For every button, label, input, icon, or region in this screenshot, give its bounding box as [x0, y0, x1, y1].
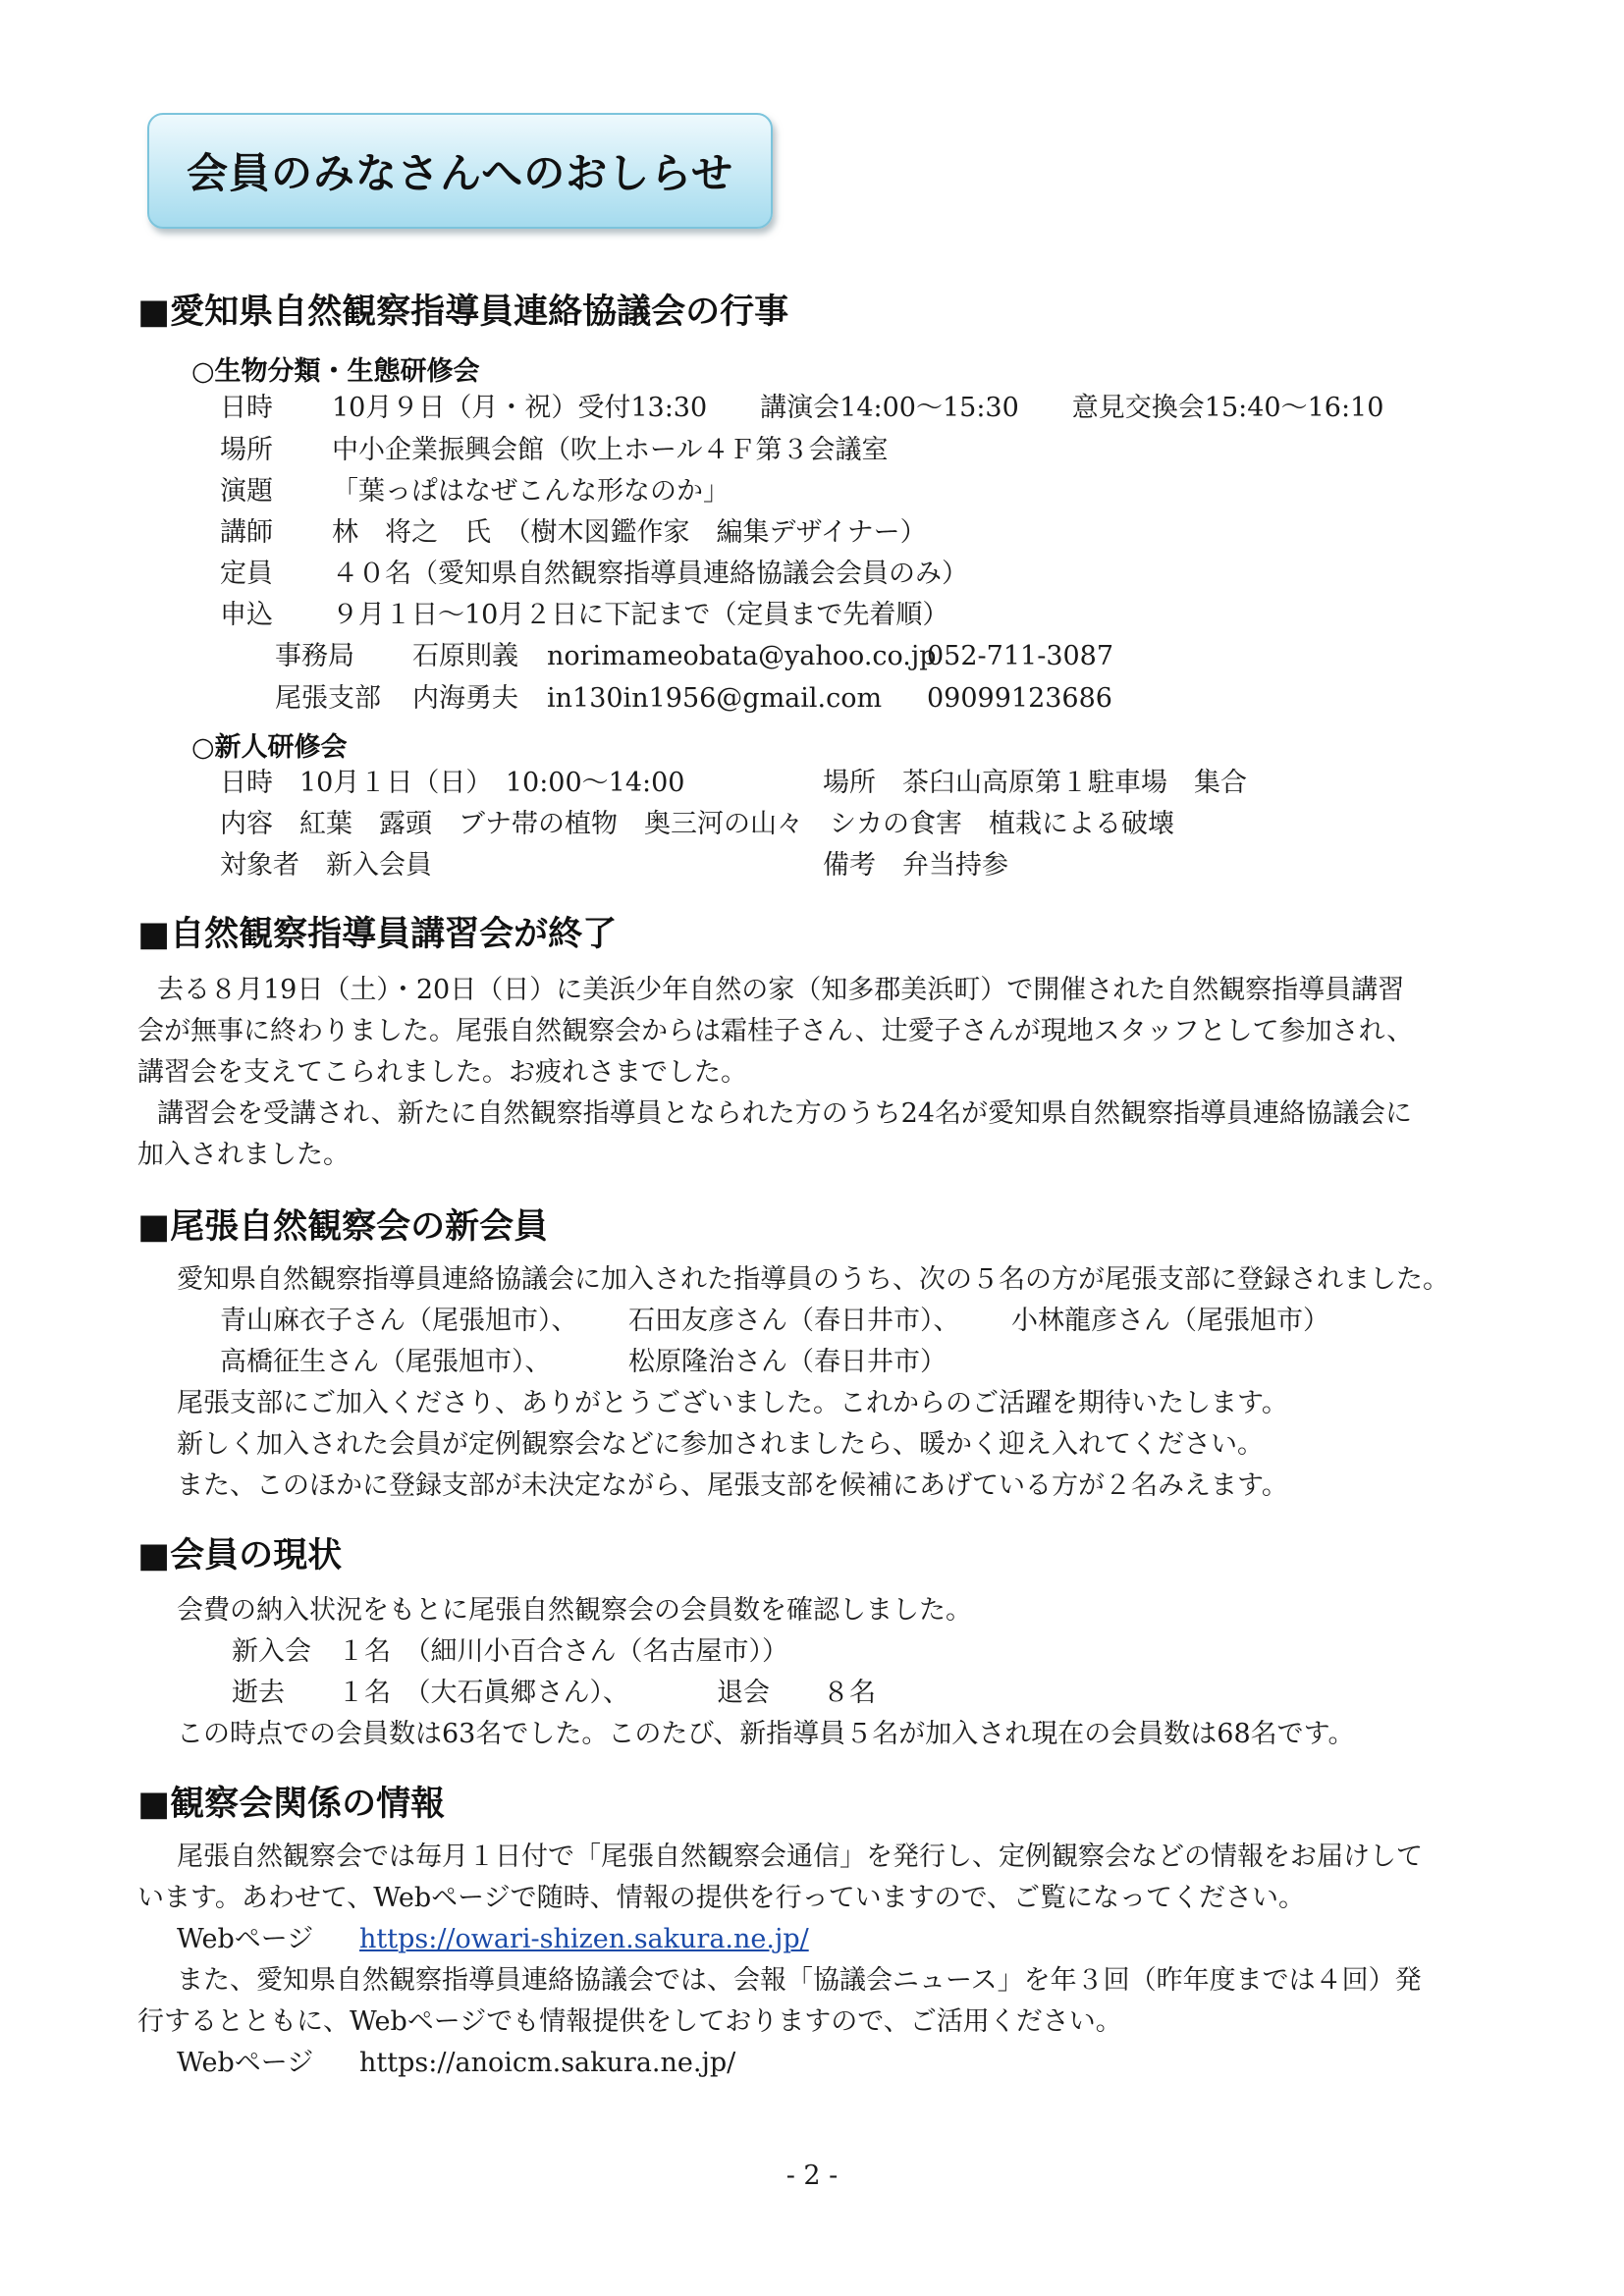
contact-email[interactable]: in130in1956@gmail.com	[547, 683, 883, 714]
seminar2-place: 場所 茶臼山高原第１駐車場 集合	[823, 768, 1247, 798]
owari-website-link[interactable]: https://owari-shizen.sakura.ne.jp/	[359, 1924, 809, 1954]
seminar2-note: 備考 弁当持参	[823, 850, 1008, 881]
paragraph-line: 新しく加入された会員が定例観察会などに参加されましたら、暖かく迎え入れてください。	[177, 1429, 1264, 1460]
new-join-line: 新入会 １名 （細川小百合さん（名古屋市））	[232, 1636, 788, 1667]
paragraph-line: また、愛知県自然観察指導員連絡協議会では、会報「協議会ニュース」を年３回（昨年度までは４回）発	[177, 1965, 1422, 1996]
contact-org: 事務局	[275, 641, 354, 671]
seminar1-capacity-value: ４０名（愛知県自然観察指導員連絡協議会会員のみ）	[332, 559, 968, 589]
contact-name: 石原則義	[412, 641, 518, 671]
paragraph-line: 尾張支部にご加入くださり、ありがとうございました。これからのご活躍を期待いたします。	[177, 1388, 1288, 1418]
contact-email[interactable]: norimameobata@yahoo.co.jp	[547, 641, 937, 671]
member-name: 小林龍彦さん（尾張旭市）	[1011, 1306, 1329, 1336]
notice-banner	[147, 113, 773, 229]
contact-name: 内海勇夫	[412, 683, 518, 714]
member-name: 青山麻衣子さん（尾張旭市）、	[220, 1306, 578, 1336]
paragraph-line: います。あわせて、Webページで随時、情報の提供を行っていますので、ご覧になってください。	[137, 1883, 1306, 1913]
paragraph-line: 去る８月19日（土）・20日（日）に美浜少年自然の家（知多郡美浜町）で開催された自然観察指導員講習	[157, 975, 1405, 1005]
paragraph-line: 愛知県自然観察指導員連絡協議会に加入された指導員のうち、次の５名の方が尾張支部に登録されました。	[177, 1264, 1449, 1295]
seminar1-date-value: 10月９日（月・祝）受付13:30 講演会14:00～15:30 意見交換会15:40～16:10	[332, 393, 1384, 423]
contact-org: 尾張支部	[275, 683, 381, 714]
withdraw-line: 退会 ８名	[717, 1678, 876, 1708]
contact-phone: 09099123686	[927, 683, 1112, 714]
member-count-summary: この時点での会員数は63名でした。このたび、新指導員５名が加入され現在の会員数は68名です。	[177, 1719, 1355, 1749]
contact-phone: 052-711-3087	[927, 641, 1114, 671]
paragraph-line: 尾張自然観察会では毎月１日付で「尾張自然観察会通信」を発行し、定例観察会などの情報をお届けして	[177, 1842, 1423, 1872]
seminar2-date: 日時 10月１日（日） 10:00～14:00	[220, 768, 685, 798]
seminar1-apply-value: ９月１日～10月２日に下記まで（定員まで先着順）	[332, 600, 949, 630]
seminar1-capacity-label: 定員	[220, 559, 273, 589]
seminar1-lecturer-label: 講師	[220, 517, 273, 548]
paragraph-line: また、このほかに登録支部が未決定ながら、尾張支部を候補にあげている方が２名みえます。	[177, 1470, 1288, 1501]
paragraph-line: 講習会を支えてこられました。お疲れさまでした。	[137, 1057, 747, 1088]
seminar1-topic-label: 演題	[220, 476, 273, 507]
seminar1-place-value: 中小企業振興会館（吹上ホール４Ｆ第３会議室	[332, 435, 889, 465]
seminar2-content: 内容 紅葉 露頭 ブナ帯の植物 奥三河の山々 シカの食害 植栽による破壊	[220, 809, 1174, 839]
section-heading-info: ■観察会関係の情報	[137, 1785, 446, 1824]
web-label: Webページ	[177, 2048, 314, 2078]
section-heading-new-members: ■尾張自然観察会の新会員	[137, 1207, 549, 1247]
seminar1-topic-value: 「葉っぱはなぜこんな形なのか」	[332, 476, 730, 507]
paragraph-line: 会費の納入状況をもとに尾張自然観察会の会員数を確認しました。	[177, 1595, 972, 1626]
web-label: Webページ	[177, 1924, 314, 1954]
page-number: - 2 -	[785, 2161, 839, 2191]
section-heading-events: ■愛知県自然観察指導員連絡協議会の行事	[137, 293, 789, 332]
seminar2-title: ○新人研修会	[191, 732, 348, 763]
paragraph-line: 行するとともに、Webページでも情報提供をしておりますので、ご活用ください。	[137, 2006, 1122, 2037]
section-heading-membership-status: ■会員の現状	[137, 1536, 343, 1575]
seminar2-target: 対象者 新入会員	[220, 850, 432, 881]
seminar1-lecturer-value: 林 将之 氏 （樹木図鑑作家 編集デザイナー）	[332, 517, 927, 548]
paragraph-line: 加入されました。	[137, 1140, 350, 1170]
member-name: 高橋征生さん（尾張旭市）、	[220, 1347, 552, 1377]
paragraph-line: 講習会を受講され、新たに自然観察指導員となられた方のうち24名が愛知県自然観察指導員連絡協議会に	[157, 1098, 1412, 1129]
member-name: 松原隆治さん（春日井市）	[628, 1347, 947, 1377]
seminar1-apply-label: 申込	[220, 600, 273, 630]
notice-title: 会員のみなさんへのおしらせ	[187, 149, 733, 197]
section-heading-training-ended: ■自然観察指導員講習会が終了	[137, 915, 618, 954]
passed-line: 逝去 １名 （大石眞郷さん）、	[232, 1678, 629, 1708]
seminar1-date-label: 日時	[220, 393, 273, 423]
seminar1-title: ○生物分類・生態研修会	[191, 356, 480, 387]
paragraph-line: 会が無事に終わりました。尾張自然観察会からは霜桂子さん、辻愛子さんが現地スタッフとして参加され、	[137, 1016, 1414, 1046]
member-name: 石田友彦さん（春日井市）、	[628, 1306, 960, 1336]
seminar1-place-label: 場所	[220, 435, 273, 465]
anoicm-website-url[interactable]: https://anoicm.sakura.ne.jp/	[359, 2048, 736, 2078]
